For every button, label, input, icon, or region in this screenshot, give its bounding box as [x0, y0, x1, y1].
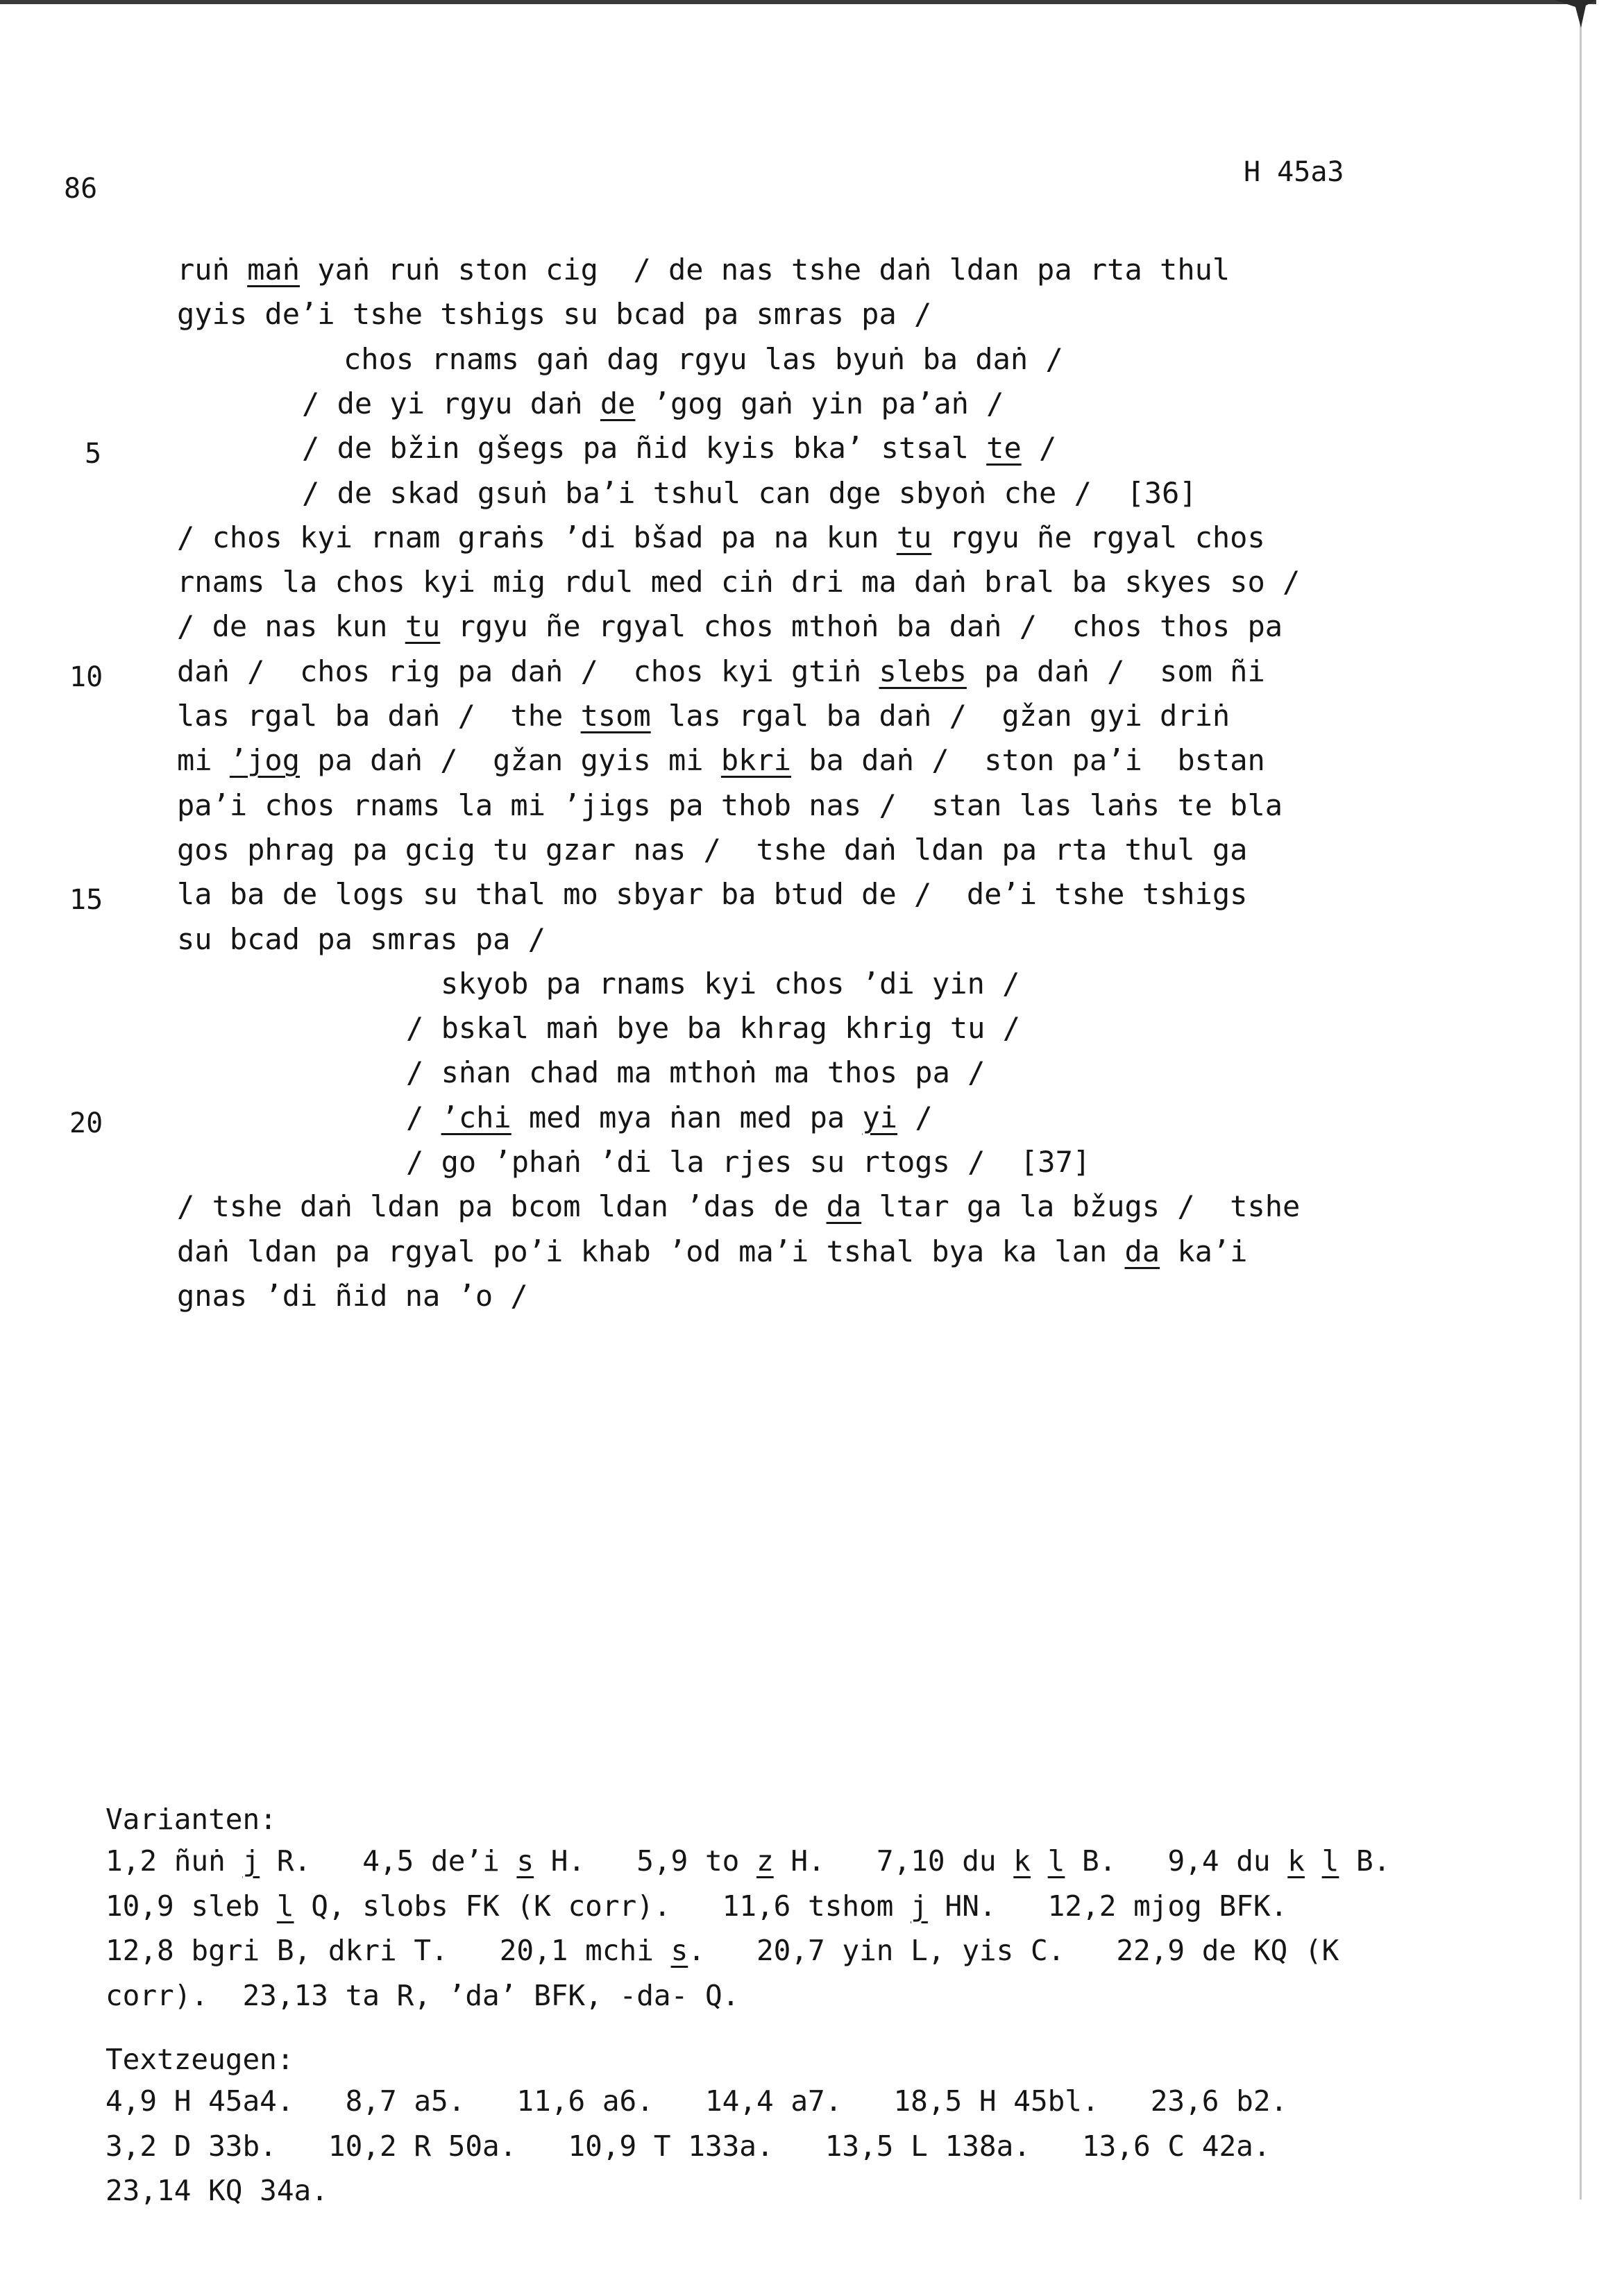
text-line [177, 1279, 528, 1313]
text-segment: / tshe daṅ ldan pa bcom ldan ’das de [177, 1189, 827, 1223]
text-segment: / [406, 1100, 441, 1134]
scan-top-border [0, 0, 1596, 4]
underlined-reading: j [911, 1889, 928, 1923]
text-segment: la ba de logs su thal mo sbyar ba btud de / de’i tshe tshigs [177, 877, 1248, 911]
text-line [177, 654, 1265, 688]
underlined-reading: ’jog [229, 743, 301, 777]
text-segment: Q, slobs FK (K corr). 11,6 tshom [294, 1889, 911, 1923]
text-line [302, 431, 1057, 465]
text-line [441, 967, 1020, 1001]
text-line [344, 342, 1063, 376]
text-segment: las rgal ba daṅ / the [177, 699, 581, 733]
text-segment: H. 7,10 du [773, 1844, 1014, 1878]
underlined-reading: da [826, 1189, 862, 1223]
text-line [177, 520, 1265, 554]
text-segment: / sṅan chad ma mthoṅ ma thos pa / [406, 1055, 986, 1089]
text-segment: gos phrag pa gcig tu gzar nas / tshe daṅ ldan pa rta thul ga [177, 833, 1248, 867]
text-segment: 23,14 KQ 34a. [105, 2174, 328, 2207]
text-segment: rgyu ñe rgyal chos mthoṅ ba daṅ / chos thos pa [440, 609, 1283, 643]
text-segment: mi [177, 743, 230, 777]
text-segment: gyis de’i tshe tshigs su bcad pa smras pa / [177, 297, 932, 331]
underlined-reading: yi [862, 1100, 898, 1134]
text-segment: ’gog gaṅ yin pa’aṅ / [635, 386, 1004, 420]
underlined-reading: maṅ [247, 253, 301, 287]
text-line [406, 1145, 1091, 1179]
text-segment: yaṅ ruṅ ston cig / de nas tshe daṅ ldan pa rta thul [300, 253, 1230, 287]
underlined-reading: bkri [720, 743, 792, 777]
text-segment [1305, 1844, 1322, 1878]
text-segment: H. 5,9 to [534, 1844, 757, 1878]
underlined-reading: tsom [580, 699, 651, 733]
underlined-reading: s [670, 1934, 688, 1967]
varianten-heading: Varianten: [105, 1803, 277, 1836]
text-line [177, 565, 1301, 599]
text-line [406, 1055, 986, 1089]
underlined-reading: tu [405, 609, 441, 643]
underlined-reading: l [1047, 1844, 1065, 1878]
text-segment: B. [1339, 1844, 1391, 1878]
text-line [177, 743, 1265, 777]
text-segment: 1,2 ñuṅ [105, 1844, 243, 1878]
text-segment: B. 9,4 du [1065, 1844, 1288, 1878]
scan-corner-mark [1555, 0, 1596, 35]
text-line [177, 1189, 1301, 1223]
text-segment: skyob pa rnams kyi chos ’di yin / [441, 967, 1020, 1001]
underlined-reading: l [276, 1889, 294, 1923]
text-segment: 4,9 H 45a4. 8,7 a5. 11,6 a6. 14,4 a7. 18,5 H 45bl. 23,6 b2. [105, 2084, 1288, 2118]
page-number: 86 [64, 173, 98, 205]
text-line [406, 1100, 933, 1134]
text-segment: / de skad gsuṅ ba’i tshul can dge sbyoṅ che / [36] [302, 476, 1197, 510]
text-segment: 3,2 D 33b. 10,2 R 50a. 10,9 T 133a. 13,5 L 138a. 13,6 C 42a. [105, 2129, 1271, 2163]
underlined-reading: j [242, 1844, 260, 1878]
apparatus-line [105, 1979, 740, 2012]
text-segment: HN. 12,2 mjog BFK. [927, 1889, 1288, 1923]
text-segment: R. 4,5 de’i [260, 1844, 517, 1878]
line-number: 15 [69, 884, 103, 916]
text-segment: chos rnams gaṅ dag rgyu las byuṅ ba daṅ / [344, 342, 1063, 376]
text-line [177, 835, 1247, 865]
text-segment: pa daṅ / gžan gyis mi [300, 743, 721, 777]
underlined-reading: s [516, 1844, 534, 1878]
text-segment: / bskal maṅ bye ba khrag khrig tu / [406, 1011, 1021, 1045]
text-segment [1031, 1844, 1048, 1878]
text-segment: ruṅ [177, 253, 248, 287]
underlined-reading: k [1287, 1844, 1305, 1878]
text-line [177, 877, 1248, 911]
underlined-reading: slebs [879, 654, 967, 688]
underlined-reading: tu [896, 520, 932, 554]
text-segment: daṅ ldan pa rgyal po’i khab ’od ma’i tshal bya ka lan [177, 1234, 1125, 1268]
text-segment: 12,8 bgri B, dkri T. 20,1 mchi [105, 1934, 671, 1967]
text-segment: / [1021, 431, 1057, 465]
underlined-reading: k [1013, 1844, 1031, 1878]
textzeugen-heading: Textzeugen: [105, 2043, 294, 2076]
text-line [177, 788, 1283, 822]
underlined-reading: z [756, 1844, 774, 1878]
underlined-reading: ’chi [441, 1100, 511, 1134]
apparatus-line [105, 2174, 328, 2207]
scan-right-edge [1580, 14, 1582, 2200]
text-segment: / [897, 1100, 933, 1134]
apparatus-line [105, 1889, 1288, 1923]
text-segment: gnas ’di ñid na ’o / [177, 1279, 528, 1313]
text-segment: / de bžin gšegs pa ñid kyis bka’ stsal [302, 431, 987, 465]
apparatus-line [105, 1934, 1339, 1967]
text-line [406, 1011, 1021, 1045]
text-line [177, 701, 1230, 731]
text-line [177, 297, 932, 331]
text-segment: corr). 23,13 ta R, ’da’ BFK, -da- Q. [105, 1979, 740, 2012]
line-number: 5 [85, 438, 102, 470]
apparatus-line [105, 2084, 1288, 2118]
text-line [302, 476, 1197, 510]
text-segment: ka’i [1160, 1234, 1248, 1268]
text-segment: rnams la chos kyi mig rdul med ciṅ dri ma daṅ bral ba skyes so / [177, 565, 1301, 599]
apparatus-line [105, 2129, 1271, 2163]
line-number: 10 [69, 661, 103, 693]
apparatus-line [105, 1844, 1391, 1878]
text-segment: ltar ga la bžugs / tshe [861, 1189, 1301, 1223]
text-segment: pa’i chos rnams la mi ’jigs pa thob nas / stan las laṅs te bla [177, 788, 1283, 822]
underlined-reading: te [986, 431, 1022, 465]
line-number: 20 [69, 1107, 103, 1139]
text-line [177, 253, 1230, 287]
text-line [177, 609, 1283, 643]
text-segment: / de nas kun [177, 609, 405, 643]
text-segment: / chos kyi rnam graṅs ’di bšad pa na kun [177, 520, 897, 554]
text-segment: daṅ / chos rig pa daṅ / chos kyi gtiṅ [177, 654, 879, 688]
text-segment: rgyu ñe rgyal chos [931, 520, 1265, 554]
text-segment: las rgal ba daṅ / gžan gyi driṅ [650, 699, 1230, 733]
underlined-reading: da [1124, 1234, 1160, 1268]
text-segment: 10,9 sleb [105, 1889, 277, 1923]
text-segment: . 20,7 yin L, yis C. 22,9 de KQ (K [688, 1934, 1339, 1967]
underlined-reading: l [1321, 1844, 1339, 1878]
text-segment: su bcad pa smras pa / [177, 922, 546, 956]
text-segment: / de yi rgyu daṅ [302, 386, 600, 420]
folio-reference: H 45a3 [1244, 156, 1344, 188]
text-segment: pa daṅ / som ñi [966, 654, 1265, 688]
text-segment: ba daṅ / ston pa’i bstan [791, 743, 1265, 777]
text-segment: med mya ṅan med pa [511, 1100, 863, 1134]
text-segment: / go ’phaṅ ’di la rjes su rtogs / [37] [406, 1145, 1091, 1179]
text-line [177, 1234, 1248, 1268]
text-line [302, 386, 1004, 420]
text-line [177, 922, 546, 956]
underlined-reading: de [600, 386, 636, 420]
